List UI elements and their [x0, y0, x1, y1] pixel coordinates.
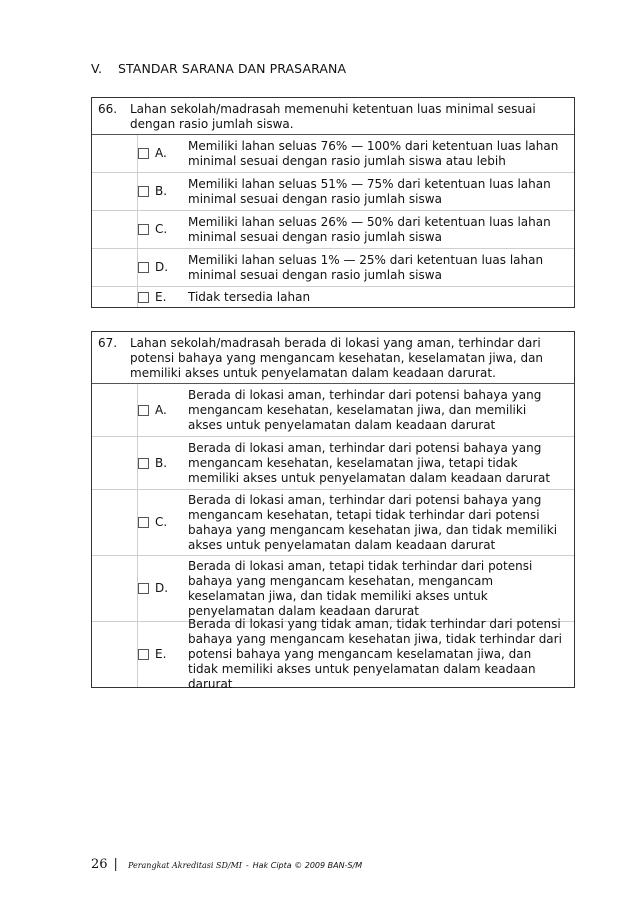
page-number: 26 [91, 857, 108, 872]
option-d[interactable] [92, 556, 574, 622]
option-b[interactable] [92, 173, 574, 211]
option-text: Memiliki lahan seluas 26% — 50% dari ketentuan luas lahan minimal sesuai dengan rasio jumlah siswa [188, 214, 551, 244]
option-e[interactable] [92, 287, 574, 307]
option-letter: E. [155, 647, 167, 661]
option-text: Memiliki lahan seluas 1% — 25% dari ketentuan luas lahan minimal sesuai dengan rasio jumlah siswa [188, 252, 544, 282]
checkbox-a[interactable] [138, 405, 149, 416]
copyright-text: Hak Cipta © 2009 BAN-S/M [252, 861, 363, 870]
option-b[interactable] [92, 437, 574, 490]
checkbox-e[interactable] [138, 292, 149, 303]
section-number: V. [91, 61, 103, 76]
option-letter: D. [155, 260, 169, 274]
option-letter: B. [155, 184, 168, 198]
checkbox-d[interactable] [138, 583, 149, 594]
section-title [91, 61, 346, 76]
option-c[interactable] [92, 211, 574, 249]
option-letter: A. [155, 146, 167, 160]
option-a[interactable] [92, 384, 574, 437]
question-header [92, 98, 574, 135]
footer-dash: - [245, 861, 249, 870]
checkbox-d[interactable] [138, 262, 149, 273]
footer-separator: | [113, 857, 118, 872]
question-67-box [91, 331, 575, 691]
option-letter: E. [155, 289, 167, 304]
option-text: Tidak tersedia lahan [188, 289, 311, 304]
option-text: Berada di lokasi aman, terhindar dari potensi bahaya yang mengancam kesehatan, keselamatan jiwa, tetapi tidak memiliki akses untuk penyelamatan dalam keadaan darurat [188, 440, 551, 485]
option-letter: B. [155, 455, 168, 470]
checkbox-e[interactable] [138, 649, 149, 660]
option-text: Memiliki lahan seluas 76% — 100% dari ketentuan luas lahan minimal sesuai dengan rasio jumlah siswa atau lebih [188, 138, 559, 168]
question-66-box [91, 97, 575, 308]
option-letter: D. [155, 581, 169, 595]
book-title: Perangkat Akreditasi SD/MI [127, 861, 242, 870]
option-text: Berada di lokasi yang tidak aman, tidak terhindar dari potensi bahaya yang mengancam kesehatan jiwa, tidak terhindar dari potensi bahaya yang mengancam keselamatan jiwa, dan tidak memiliki akses untuk penyelamatan dalam keadaan darurat [188, 617, 562, 691]
question-number: 67. [98, 336, 118, 350]
option-d[interactable] [92, 249, 574, 287]
option-letter: C. [155, 515, 168, 529]
checkbox-a[interactable] [138, 148, 149, 159]
option-c[interactable] [92, 490, 574, 556]
checkbox-b[interactable] [138, 186, 149, 197]
checkbox-b[interactable] [138, 458, 149, 469]
question-text: Lahan sekolah/madrasah memenuhi ketentuan luas minimal sesuai dengan rasio jumlah siswa. [130, 102, 536, 131]
option-letter: A. [155, 402, 167, 417]
option-a[interactable] [92, 135, 574, 173]
question-text: Lahan sekolah/madrasah berada di lokasi yang aman, terhindar dari potensi bahaya yang mengancam kesehatan, keselamatan jiwa, dan memiliki akses untuk penyelamatan dalam keadaan darurat. [130, 336, 544, 380]
option-text: Berada di lokasi aman, tetapi tidak terhindar dari potensi bahaya yang mengancam kesehatan, mengancam keselamatan jiwa, dan tidak memiliki akses untuk penyelamatan dalam keadaan darurat [188, 558, 533, 618]
option-text: Berada di lokasi aman, terhindar dari potensi bahaya yang mengancam kesehatan, keselamatan jiwa, dan memiliki akses untuk penyelamatan dalam keadaan darurat [188, 387, 542, 432]
section-title-text: STANDAR SARANA DAN PRASARANA [118, 61, 347, 76]
checkbox-c[interactable] [138, 224, 149, 235]
option-e[interactable] [92, 617, 574, 691]
checkbox-c[interactable] [138, 517, 149, 528]
option-text: Berada di lokasi aman, terhindar dari potensi bahaya yang mengancam kesehatan, tetapi tidak terhindar dari potensi bahaya yang mengancam kesehatan jiwa, dan tidak memiliki akses untuk penyelamatan dalam keadaan darurat [188, 492, 558, 552]
question-header [92, 332, 574, 384]
option-letter: C. [155, 222, 168, 236]
question-number: 66. [98, 102, 118, 116]
page-footer [91, 857, 362, 872]
option-text: Memiliki lahan seluas 51% — 75% dari ketentuan luas lahan minimal sesuai dengan rasio jumlah siswa [188, 176, 551, 206]
